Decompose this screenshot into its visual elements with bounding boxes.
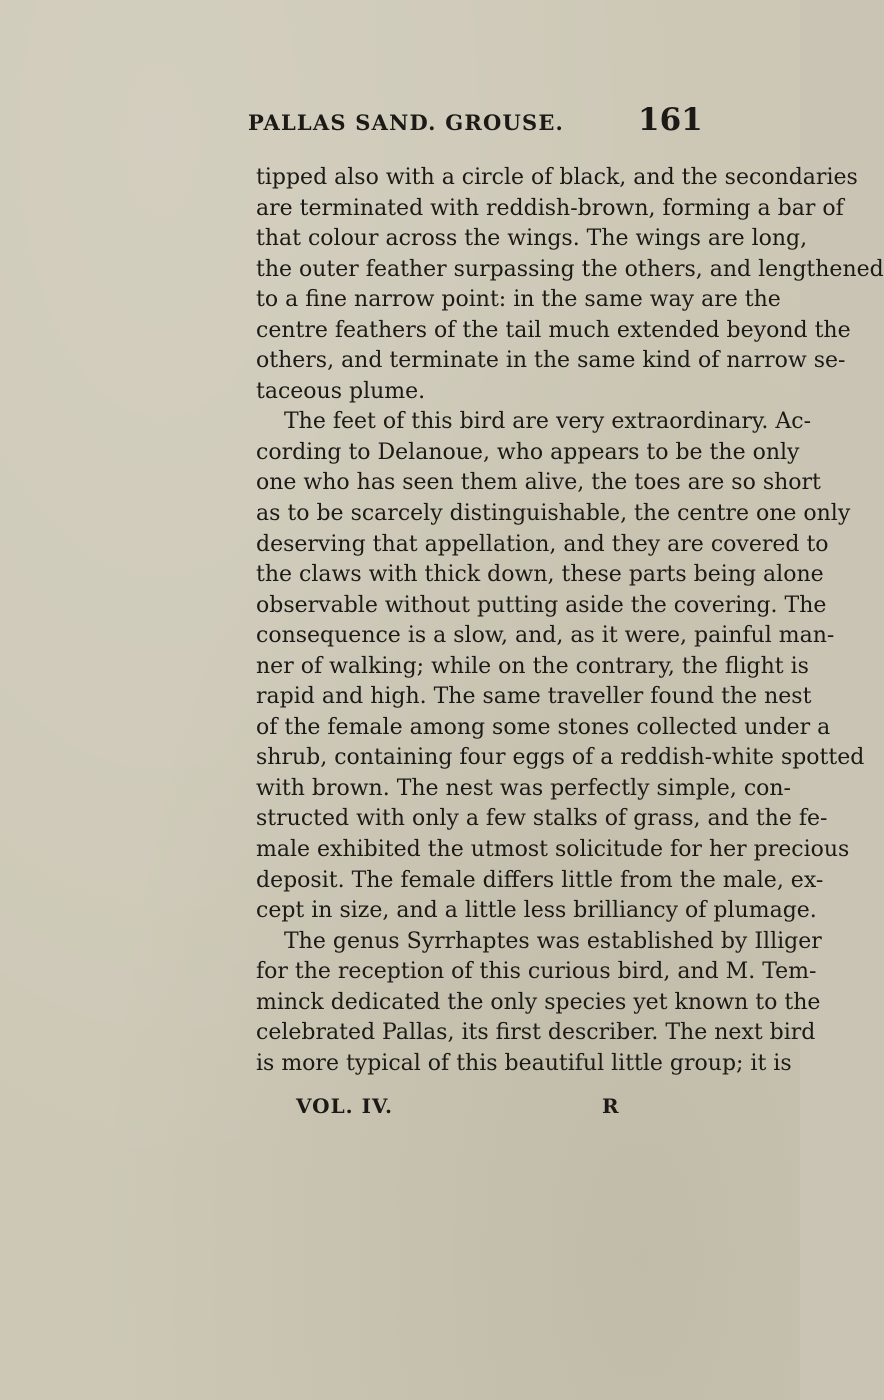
text-line: that colour across the wings. The wings are long, (256, 226, 808, 252)
text-line: to a fine narrow point: in the same way are the (256, 287, 781, 313)
text-line: cording to Delanoue, who appears to be the only (256, 439, 800, 465)
text-line: cept in size, and a little less brilliancy of plumage. (256, 898, 817, 924)
text-line: consequence is a slow, and, as it were, painful man- (256, 623, 835, 649)
text-line: observable without putting aside the covering. The (256, 592, 827, 618)
running-title: PALLAS SAND. GROUSE. (248, 110, 565, 135)
page-number: 161 (638, 102, 703, 138)
signature-mark: R (602, 1094, 619, 1118)
text-line: taceous plume. (256, 378, 426, 404)
volume-label: VOL. IV. (296, 1094, 393, 1118)
text-line: structed with only a few stalks of grass, and the fe- (256, 806, 828, 832)
text-line: minck dedicated the only species yet known to the (256, 989, 821, 1015)
text-line: deposit. The female differs little from the male, ex- (256, 867, 824, 893)
text-line: is more typical of this beautiful little group; it is (256, 1050, 792, 1076)
text-line: ner of walking; while on the contrary, the flight is (256, 653, 809, 679)
text-line: of the female among some stones collected under a (256, 714, 831, 740)
text-line: The genus Syrrhaptes was established by Illiger (284, 928, 822, 954)
text-line: one who has seen them alive, the toes are so short (256, 470, 821, 496)
text-line: shrub, containing four eggs of a reddish-white spotted (256, 745, 865, 771)
text-line: as to be scarcely distinguishable, the centre one only (256, 501, 851, 527)
body-text (256, 163, 884, 1079)
text-line: tipped also with a circle of black, and the secondaries (256, 165, 858, 190)
text-line: centre feathers of the tail much extended beyond the (256, 317, 851, 343)
text-line: are terminated with reddish-brown, forming a bar of (256, 195, 844, 221)
text-line: male exhibited the utmost solicitude for her precious (256, 837, 850, 863)
text-line: the outer feather surpassing the others, and lengthened (256, 256, 884, 282)
text-line: The feet of this bird are very extraordinary. Ac- (284, 409, 812, 435)
text-line: celebrated Pallas, its first describer. The next bird (256, 1020, 816, 1046)
text-line: for the reception of this curious bird, and M. Tem- (256, 959, 817, 985)
text-line: with brown. The nest was perfectly simple, con- (256, 775, 791, 801)
text-line: rapid and high. The same traveller found the nest (256, 684, 812, 710)
text-line: the claws with thick down, these parts being alone (256, 562, 824, 588)
page-footer (296, 1094, 716, 1126)
text-line: deserving that appellation, and they are covered to (256, 531, 829, 557)
page-header (248, 102, 708, 146)
text-line: others, and terminate in the same kind of narrow se- (256, 348, 846, 374)
